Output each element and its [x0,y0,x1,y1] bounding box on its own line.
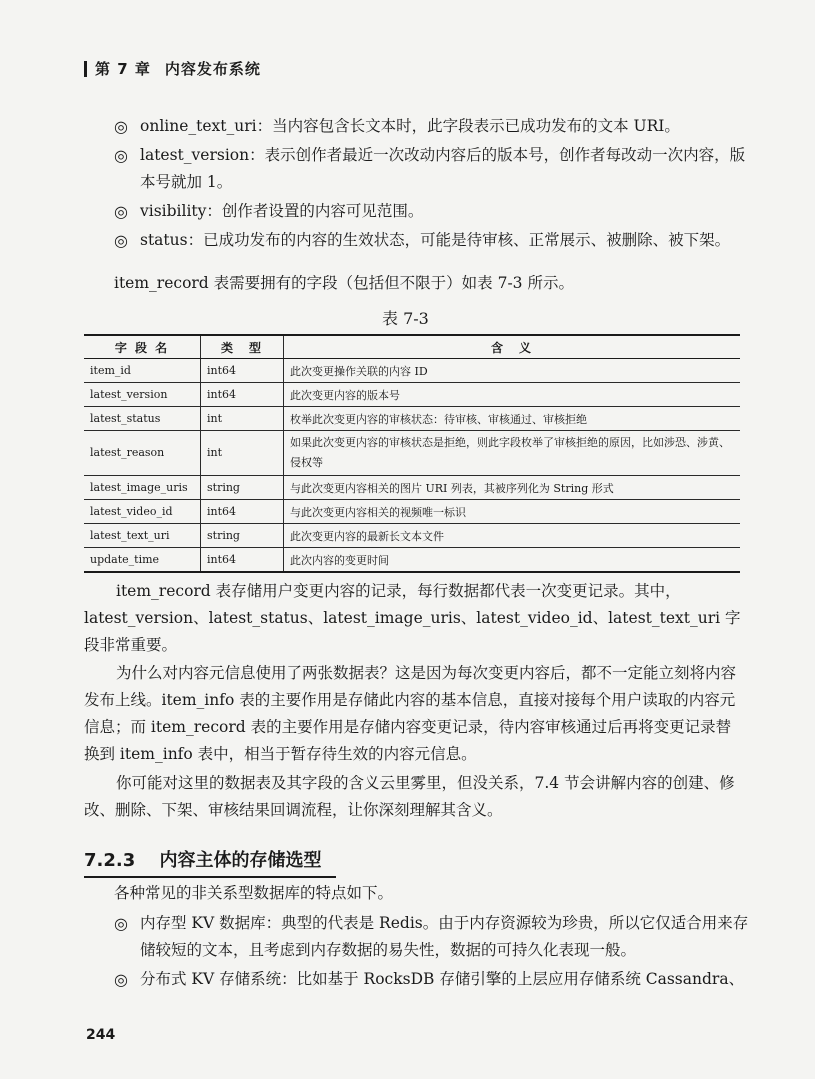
bullet-mark: ◎ [114,146,128,165]
cell-type: int64 [201,548,284,573]
table-header-row [84,335,740,359]
cell-meaning: 如果此次变更内容的审核状态是拒绝，则此字段枚举了审核拒绝的原因，比如涉恐、涉黄、侵权等 [284,431,741,476]
bullet-text: latest_version：表示创作者最近一次改动内容后的版本号，创作者每改动一次内容，版本号就加 1。 [140,146,746,191]
cell-field: latest_status [84,407,201,431]
page-number: 244 [86,1027,116,1043]
bullet-text: status：已成功发布的内容的生效状态，可能是待审核、正常展示、被删除、被下架。 [140,231,731,249]
cell-field: latest_reason [84,431,201,476]
bullet-text: visibility：创作者设置的内容可见范围。 [140,202,424,220]
cell-meaning: 与此次变更内容相关的视频唯一标识 [284,500,741,524]
cell-meaning: 此次变更内容的最新长文本文件 [284,524,741,548]
bullet-text: 分布式 KV 存储系统：比如基于 RocksDB 存储引擎的上层应用存储系统 Cassandra、 [140,970,745,988]
cell-field: item_id [84,359,201,383]
table-row [84,431,740,476]
cell-field: latest_version [84,383,201,407]
cell-meaning: 此次变更操作关联的内容 ID [284,359,741,383]
paragraph-item-record: item_record 表存储用户变更内容的记录，每行数据都代表一次变更记录。其中，latest_version、latest_status、latest_image_uris、latest_video_id、latest_text_uri 字段非常重要。 [84,582,741,654]
cell-type: int64 [201,500,284,524]
paragraph-nosql-intro: 各种常见的非关系型数据库的特点如下。 [114,884,394,902]
table-caption: 表 7-3 [382,309,429,328]
running-header [84,58,261,79]
list-item [114,142,754,196]
bullet-mark: ◎ [114,117,128,136]
cell-type: int64 [201,383,284,407]
bullet-mark: ◎ [114,231,128,250]
list-item [114,966,754,993]
cell-meaning: 此次变更内容的版本号 [284,383,741,407]
cell-meaning: 与此次变更内容相关的图片 URI 列表，其被序列化为 String 形式 [284,476,741,500]
header-type: 类 型 [201,335,284,359]
chapter-title: 内容发布系统 [164,60,261,78]
cell-field: update_time [84,548,201,573]
bullet-mark: ◎ [114,970,128,989]
cell-field: latest_image_uris [84,476,201,500]
list-item [114,113,754,140]
section-heading [84,846,336,878]
table-row [84,359,740,383]
cell-field: latest_text_uri [84,524,201,548]
section-number: 7.2.3 [84,850,136,871]
bullet-list-bottom [114,910,754,995]
table-row [84,383,740,407]
paragraph-explanation: 你可能对这里的数据表及其字段的含义云里雾里，但没关系，7.4 节会讲解内容的创建、修改、删除、下架、审核结果回调流程，让你深刻理解其含义。 [84,774,735,819]
header-meaning: 含 义 [284,335,741,359]
header-field-name: 字 段 名 [84,335,201,359]
table-row [84,407,740,431]
section-title: 内容主体的存储选型 [159,850,322,871]
cell-meaning: 枚举此次变更内容的审核状态：待审核、审核通过、审核拒绝 [284,407,741,431]
cell-type: int [201,431,284,476]
bullet-text: 内存型 KV 数据库：典型的代表是 Redis。由于内存资源较为珍贵，所以它仅适合用来存储较短的文本，且考虑到内存数据的易失性，数据的可持久化表现一般。 [140,914,749,959]
list-item [114,227,754,254]
table-row [84,524,740,548]
bullet-mark: ◎ [114,914,128,933]
cell-meaning: 此次内容的变更时间 [284,548,741,573]
cell-type: int [201,407,284,431]
cell-field: latest_video_id [84,500,201,524]
header-bar [84,61,87,77]
cell-type: string [201,524,284,548]
list-item [114,198,754,225]
table-row [84,548,740,573]
table-row [84,476,740,500]
intro-paragraph: item_record 表需要拥有的字段（包括但不限于）如表 7-3 所示。 [114,274,574,292]
chapter-number: 第 7 章 [95,60,151,78]
table-row [84,500,740,524]
bullet-text: online_text_uri：当内容包含长文本时，此字段表示已成功发布的文本 URI。 [140,117,680,135]
paragraph-two-tables: 为什么对内容元信息使用了两张数据表？这是因为每次变更内容后，都不一定能立刻将内容发布上线。item_info 表的主要作用是存储此内容的基本信息，直接对接每个用户读取的内容元信息；而 item_record 表的主要作用是存储内容变更记录，待内容审核通过后再将变更记录替换到 item_info 表中，相当于暂存待生效的内容元信息。 [84,664,737,763]
cell-type: string [201,476,284,500]
bullet-list-top [114,113,754,256]
cell-type: int64 [201,359,284,383]
field-table [84,334,740,573]
list-item [114,910,754,964]
bullet-mark: ◎ [114,202,128,221]
